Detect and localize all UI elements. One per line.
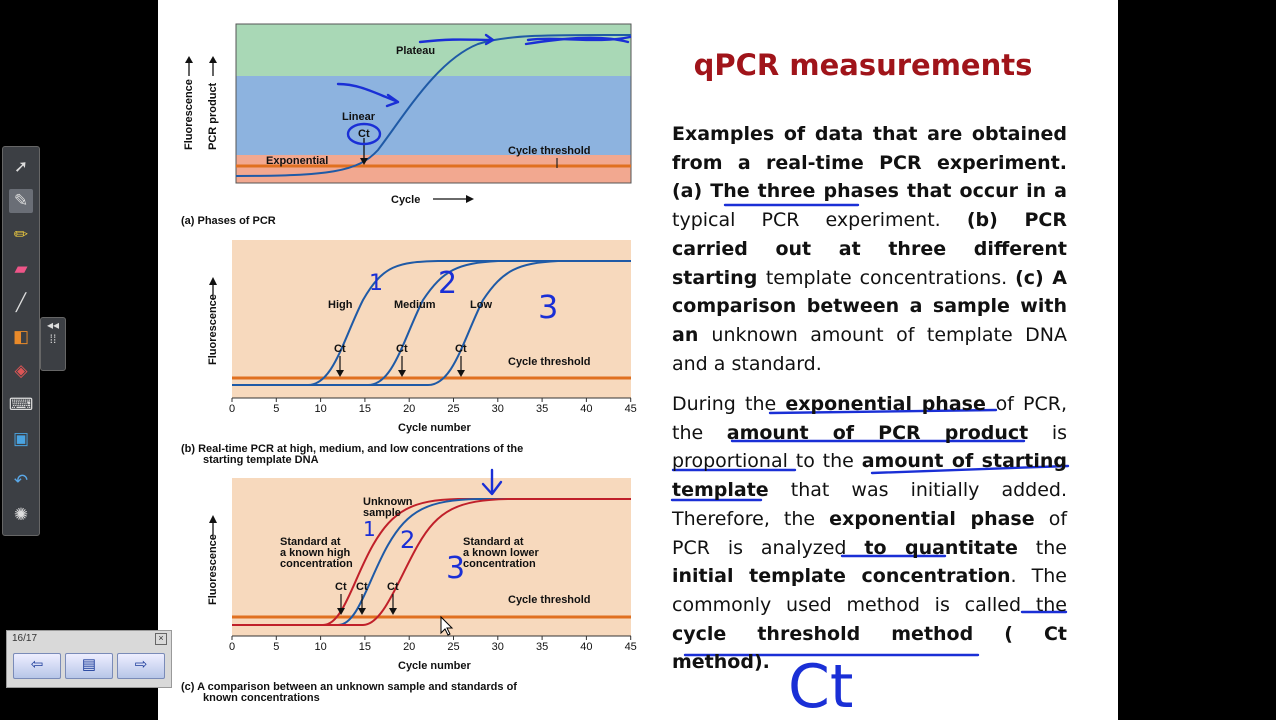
- figure-a: [181, 24, 631, 227]
- x-tick-label: 10: [314, 641, 327, 653]
- figure-c-ct-3: Ct: [387, 581, 399, 593]
- figure-a-threshold-label: Cycle threshold: [508, 145, 591, 157]
- x-tick-label: 0: [228, 641, 236, 653]
- x-tick-label: 30: [491, 403, 504, 415]
- slide: [158, 0, 1118, 720]
- figure-b-ticks: [229, 398, 637, 415]
- x-tick-label: 30: [491, 641, 504, 653]
- figure-b-ct-low: Ct: [455, 343, 467, 355]
- page-navigator: [6, 630, 172, 688]
- figure-a-x-arrowhead: [466, 195, 474, 203]
- paragraph-segment: amount of starting template: [672, 450, 1067, 502]
- paragraph-segment: cycle threshold method ( Ct method).: [672, 622, 1067, 674]
- ink-number-1-b: 1: [369, 271, 383, 296]
- figure-a-y-arrowhead-2: [209, 56, 217, 63]
- x-tick-label: 15: [358, 403, 372, 415]
- figure-c-threshold-label: Cycle threshold: [508, 594, 591, 606]
- paragraph-segment: to quantitate: [864, 536, 1018, 559]
- paragraph-segment: the: [1017, 536, 1067, 559]
- next-page-button[interactable]: ⇨: [117, 653, 165, 679]
- std-high-label-3: concentration: [280, 558, 353, 570]
- low-label: Low: [470, 299, 492, 311]
- paragraph-segment: (b) PCR carried out at three different starting: [672, 209, 1067, 289]
- paragraph-segment: of PCR, the: [672, 393, 1067, 444]
- page-menu-button[interactable]: ▤: [65, 653, 113, 679]
- paragraph-figure-legend: [672, 120, 1067, 378]
- keyboard-icon[interactable]: ⌨: [8, 395, 34, 414]
- x-tick-label: 0: [228, 403, 236, 415]
- paragraph-segment: that was initially added. Therefore, the: [672, 479, 1067, 530]
- paragraph-segment: unknown amount of template DNA and a standard.: [672, 323, 1067, 375]
- figure-b-threshold-label: Cycle threshold: [508, 356, 591, 368]
- capture-icon[interactable]: ▣: [12, 429, 30, 448]
- paragraph-segment: (c) A comparison between a sample with an: [672, 266, 1067, 346]
- paragraph-segment: exponential phase: [829, 507, 1035, 530]
- ink-ct-handwritten: Ct: [788, 652, 854, 720]
- figure-a-caption: (a) Phases of PCR: [181, 215, 276, 227]
- x-tick-label: 15: [358, 641, 372, 653]
- figure-b-ct-medium: Ct: [396, 343, 408, 355]
- shapes-icon[interactable]: ◧: [12, 327, 30, 346]
- figure-b-caption-line1: (b) Real-time PCR at high, medium, and low concentrations of the: [181, 443, 524, 455]
- select-arrow-icon[interactable]: ➚: [13, 157, 29, 176]
- highlighter-icon[interactable]: ✏: [13, 225, 29, 244]
- x-tick-label: 20: [403, 641, 416, 653]
- figure-a-xlabel: Cycle: [391, 194, 421, 206]
- linear-label: Linear: [342, 111, 376, 123]
- figure-a-ylabel-product: PCR product: [207, 82, 219, 150]
- figure-c-ct-1: Ct: [335, 581, 347, 593]
- page-count: 16/17: [12, 633, 38, 644]
- figure-a-ylabel-fluorescence: Fluorescence: [183, 79, 195, 150]
- ink-number-3-b: 3: [538, 288, 559, 326]
- paragraph-segment: During the: [672, 393, 786, 415]
- ink-number-1-c: 1: [363, 517, 376, 541]
- x-tick-label: 40: [580, 403, 593, 415]
- figure-c-ct-2: Ct: [356, 581, 368, 593]
- figure-b-ylabel: Fluorescence: [207, 294, 219, 365]
- undo-icon[interactable]: ↶: [13, 471, 29, 490]
- paragraph-segment: exponential phase: [785, 393, 996, 415]
- exponential-label: Exponential: [266, 155, 329, 167]
- prev-page-button[interactable]: ⇦: [13, 653, 61, 679]
- x-tick-label: 45: [624, 403, 637, 415]
- figure-c: [181, 478, 637, 704]
- figure-c-y-arrowhead: [209, 515, 217, 523]
- paragraph-segment: template concentrations.: [765, 266, 1016, 289]
- eraser-icon[interactable]: ▰: [14, 259, 28, 278]
- figure-c-caption-line1: (c) A comparison between an unknown sample and standards of: [181, 681, 517, 693]
- figure-b-ct-high: Ct: [334, 343, 346, 355]
- paragraph-segment: initial template concentration: [672, 565, 1011, 588]
- std-high-label-1: Standard at: [280, 536, 341, 548]
- slide-title: qPCR measurements: [693, 48, 1033, 82]
- paragraph-exponential-phase: [672, 390, 1067, 677]
- figure-b: [181, 240, 637, 466]
- unknown-label-2: sample: [363, 507, 401, 519]
- figure-c-ylabel: Fluorescence: [207, 534, 219, 605]
- figure-c-xlabel: Cycle number: [398, 660, 471, 672]
- x-tick-label: 25: [447, 403, 460, 415]
- paragraph-segment: is proportional to the: [672, 421, 1067, 473]
- figure-c-ticks: [229, 636, 637, 653]
- x-tick-label: 35: [535, 403, 549, 415]
- figure-b-caption-line2: starting template DNA: [203, 454, 319, 466]
- figure-c-caption-line2: known concentrations: [203, 692, 320, 704]
- figure-b-y-arrowhead: [209, 277, 217, 285]
- paragraph-segment: amount of PCR product: [726, 421, 1029, 444]
- std-high-label-2: a known high: [280, 547, 351, 559]
- annotation-toolbar: [2, 146, 40, 536]
- ink-number-2-c: 2: [400, 526, 416, 554]
- x-tick-label: 5: [273, 403, 280, 415]
- plateau-label: Plateau: [396, 45, 436, 57]
- figure-b-plot-area: [232, 240, 631, 398]
- ink-number-3-c: 3: [446, 551, 466, 586]
- figure-a-ct-label: Ct: [358, 128, 370, 140]
- paragraph-segment: . The commonly used method is called the: [672, 565, 1067, 616]
- x-tick-label: 20: [403, 403, 416, 415]
- high-label: High: [328, 299, 353, 311]
- std-low-label-1: Standard at: [463, 536, 524, 548]
- pen-icon[interactable]: ✎: [9, 189, 33, 213]
- figure-b-xlabel: Cycle number: [398, 422, 471, 434]
- toolbar-collapse-button[interactable]: ◂◂ ⁞⁞: [40, 317, 66, 371]
- x-tick-label: 25: [447, 641, 460, 653]
- x-tick-label: 10: [314, 403, 327, 415]
- x-tick-label: 45: [624, 641, 637, 653]
- paragraph-segment: typical PCR experiment.: [672, 209, 967, 232]
- navigator-close-button[interactable]: ×: [155, 633, 167, 645]
- unknown-label-1: Unknown: [363, 496, 413, 508]
- ink-number-2-b: 2: [438, 266, 458, 301]
- x-tick-label: 5: [273, 641, 280, 653]
- paragraph-segment: of PCR is analyzed: [672, 507, 1068, 559]
- x-tick-label: 40: [580, 641, 593, 653]
- figure-a-y-arrowhead-1: [185, 56, 193, 63]
- settings-icon[interactable]: ✺: [13, 505, 29, 524]
- std-low-label-3: concentration: [463, 558, 536, 570]
- x-tick-label: 35: [535, 641, 549, 653]
- std-low-label-2: a known lower: [463, 547, 539, 559]
- linear-region: [236, 76, 631, 155]
- line-icon[interactable]: ╱: [15, 293, 27, 312]
- paragraph-segment: Examples of data that are obtained from a real-time PCR experiment. (a) The three phases that occur in a: [672, 123, 1067, 203]
- fill-icon[interactable]: ◈: [14, 361, 28, 380]
- medium-label: Medium: [394, 299, 436, 311]
